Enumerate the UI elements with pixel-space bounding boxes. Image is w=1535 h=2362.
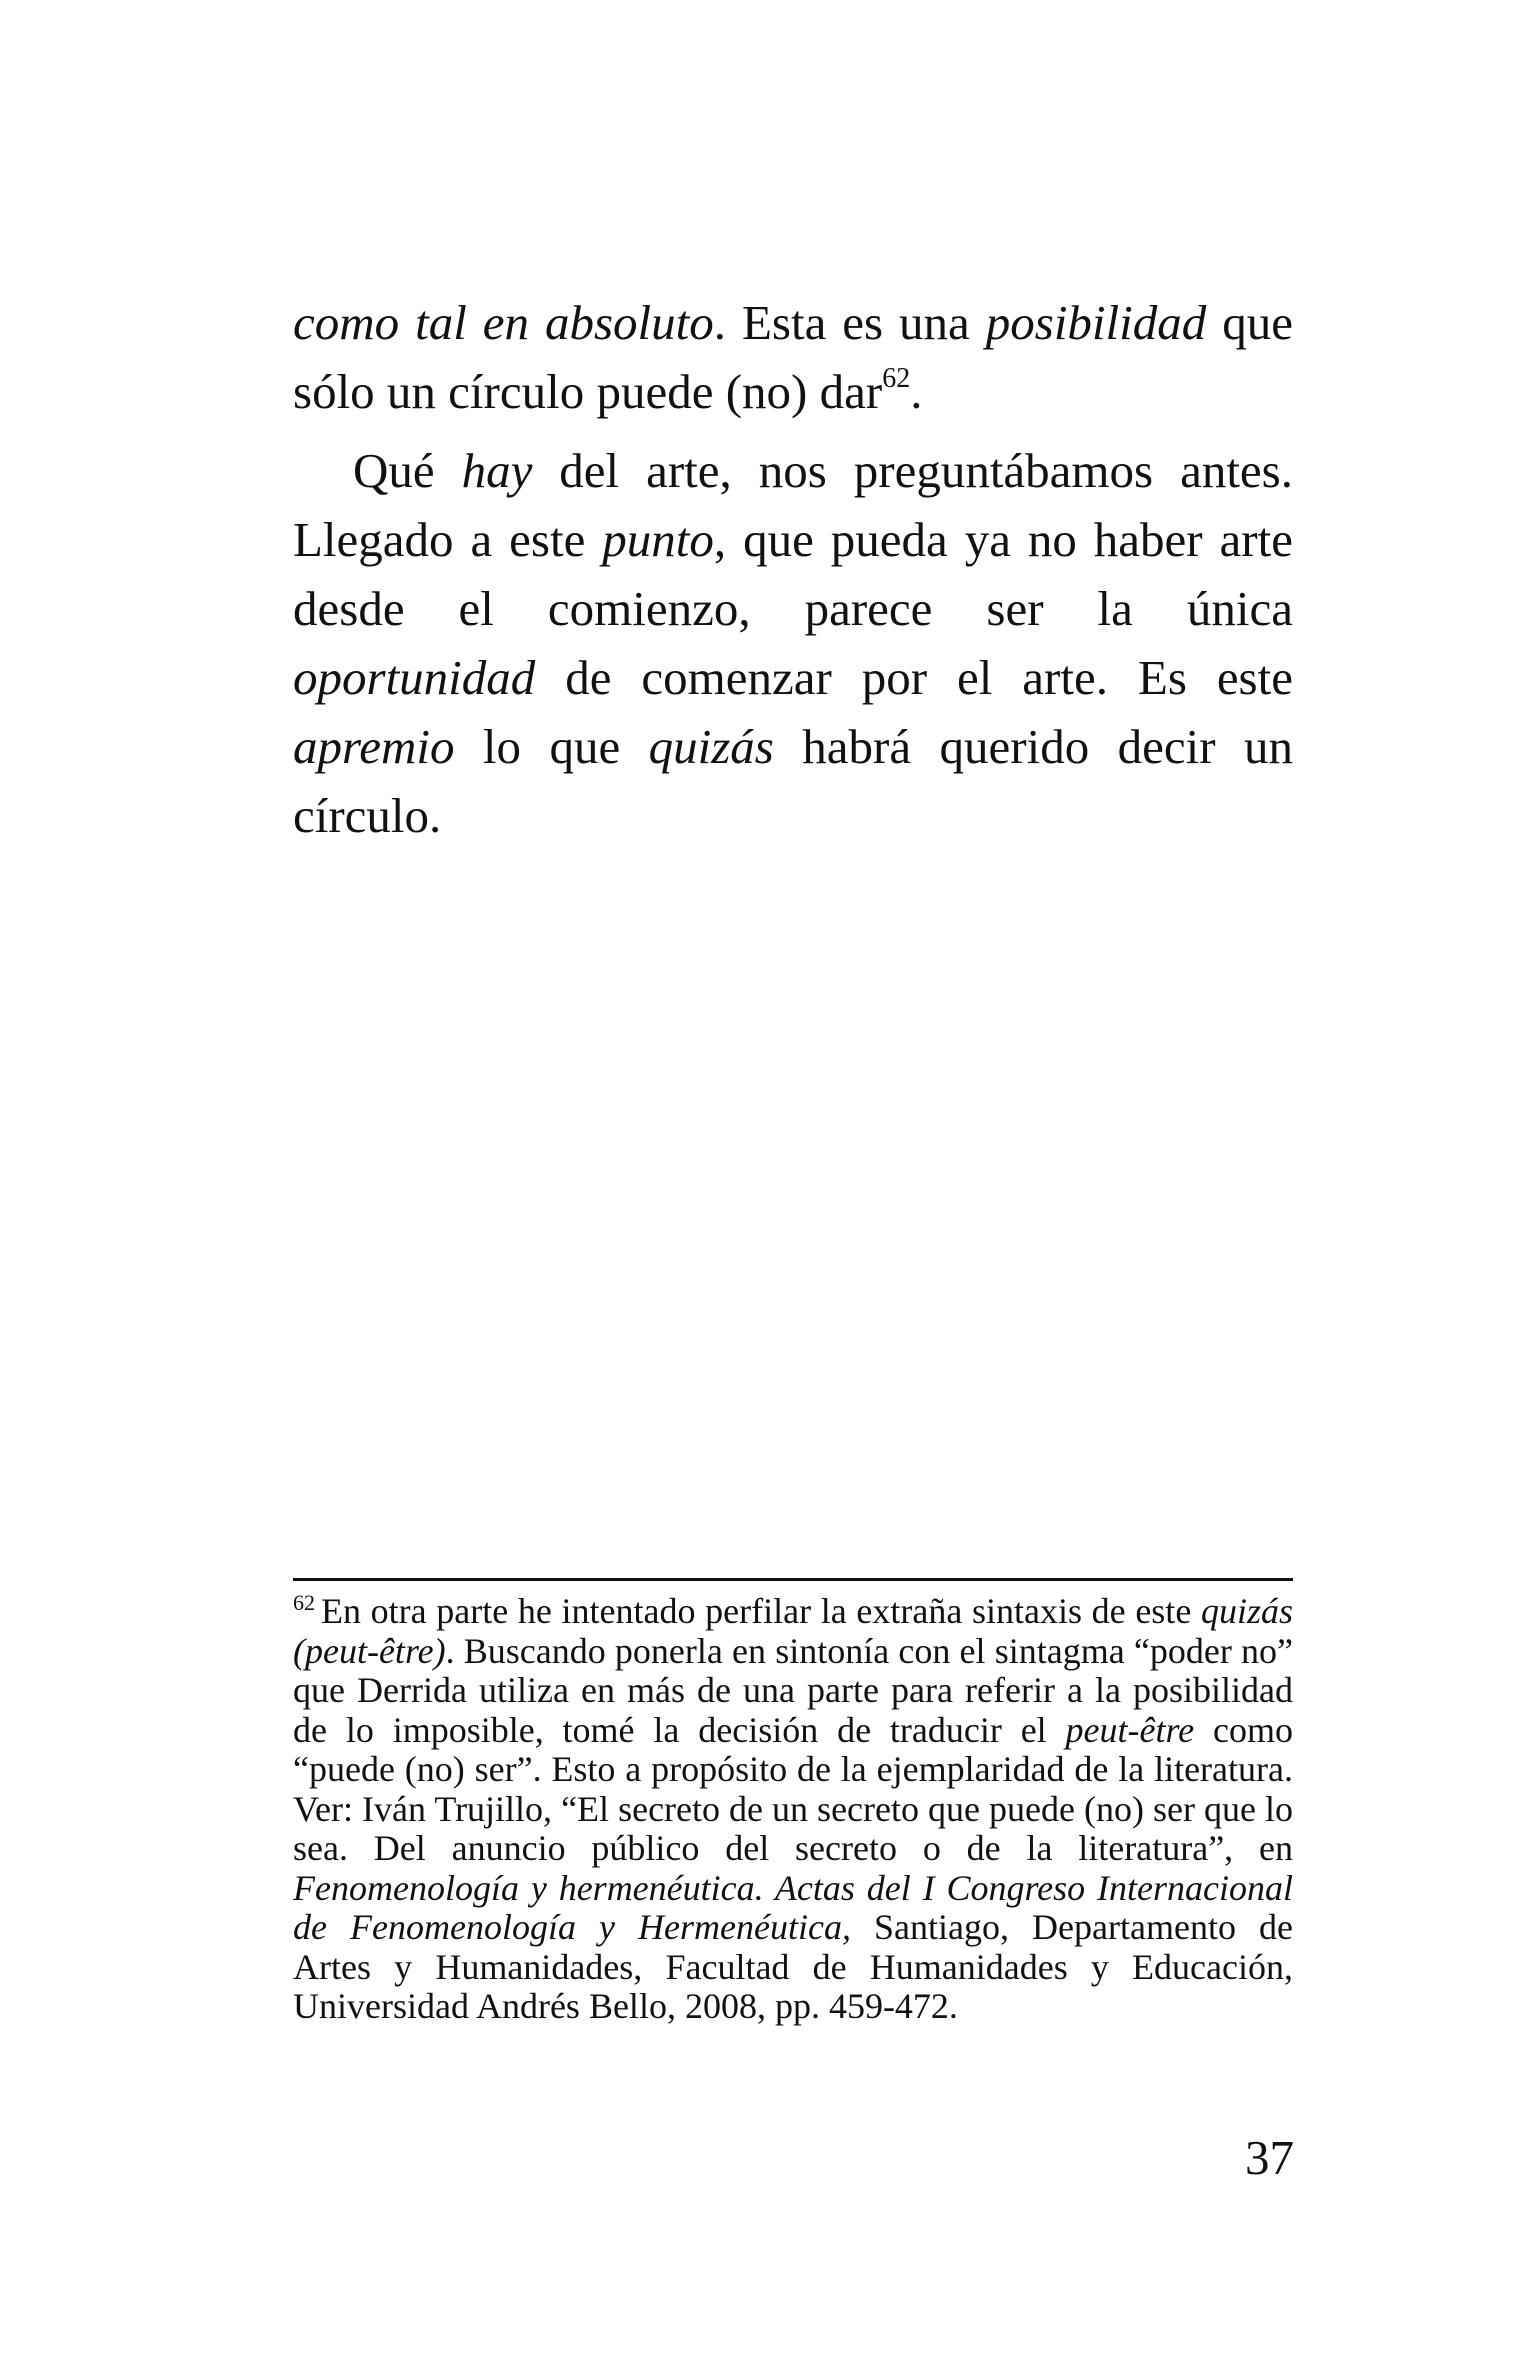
paragraph-2: Qué hay del arte, nos preguntábamos antes. Llegado a este punto, que pueda ya no haber arte desde el comienzo, parece ser la única oportunidad de comenzar por el arte. Es este apremio lo que quizás habrá querido decir un círculo. xyxy=(293,443,1293,843)
emphasis: quizás xyxy=(648,719,774,774)
emphasis: peut-être xyxy=(1065,1709,1195,1750)
paragraph-1: como tal en absoluto. Esta es una posibilidad que sólo un círculo puede (no) dar$^{62}$. xyxy=(293,295,1293,419)
emphasis: apremio xyxy=(293,719,455,774)
emphasis: quizás (peut-être) xyxy=(293,1591,1293,1671)
emphasis: hay xyxy=(461,443,533,498)
emphasis: oportunidad xyxy=(293,650,536,705)
footnote-62: $^{62}$ En otra parte he intentado perfilar la extraña sintaxis de este quizás (peut-être). Buscando ponerla en sintonía con el sintagma “poder no” que Derrida utiliza en más de una parte para referir a la posibilidad de lo imposible, tomé la decisión de traducir el peut-être como “puede (no) ser”. Esto a propósito de la ejemplaridad de la literatura. Ver: Iván Trujillo, “El secreto de un secreto que puede (no) ser que lo sea. Del anuncio público del secreto o de la literatura”, en Fenomenología y hermenéutica. Actas del I Congreso Internacional de Fenomenología y Hermenéutica, Santiago, Departamento de Artes y Humanidades, Facultad de Humanidades y Educación, Universidad Andrés Bello, 2008, pp. 459-472. xyxy=(293,1589,1293,2026)
emphasis: posibilidad xyxy=(985,295,1207,350)
emphasis: Fenomenología y hermenéutica. Actas del I Congreso Internacional de Fenomenología y Hermenéutica, xyxy=(293,1867,1293,1947)
emphasis: punto xyxy=(602,512,714,567)
page-number: 37 xyxy=(1245,2130,1294,2185)
main-text xyxy=(293,288,1293,850)
footnote-reference: 62 xyxy=(882,363,911,394)
emphasis: como tal en absoluto xyxy=(293,295,714,350)
footnote-number: 62 xyxy=(293,1589,315,1615)
footnote-divider xyxy=(293,1578,1293,1581)
